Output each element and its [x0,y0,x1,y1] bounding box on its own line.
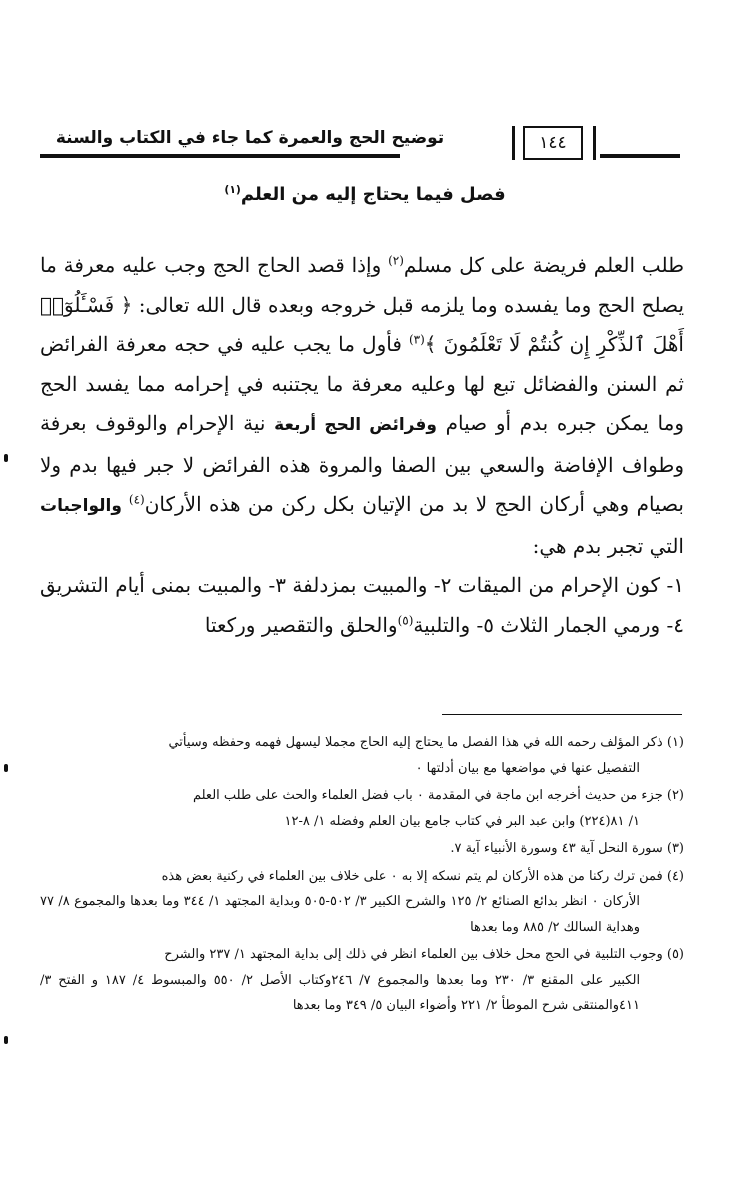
footnote-line: (٣) سورة النحل آية ٤٣ وسورة الأنبياء آية ٧. [450,841,684,856]
footnote-ref-2: (٢) [388,253,404,268]
footnote-ref-3: (٣) [408,332,425,347]
footnote-line: الأركان ٠ انظر بدائع الصنائع ٢/ ١٢٥ والشرح الكبير ٣/ ٥٠٢-٥٠٥ وبداية المجتهد ١/ ٣٤٤ وما بعدها والمجموع ٨/ ٧٧ وهداية السالك ٢/ ٨٨٥ وما بعدها [40,894,640,935]
footnote-line: (٤) فمن ترك ركنا من هذه الأركان لم يتم نسكه إلا به ٠ على خلاف بين العلماء في ركنية بعض هذه [161,868,684,884]
footnote-line: التفصيل عنها في مواضعها مع بيان أدلتها ٠ [415,760,640,776]
quran-verse: ﴿ فَسْـَٔلُوٓا۟ أَهْلَ ٱلذِّكْرِ إِن كُنتُمْ لَا تَعْلَمُونَ ﴾ [40,292,684,356]
footnote-separator [442,714,682,715]
chapter-title [150,184,580,205]
running-title: توضيح الحج والعمرة كما جاء في الكتاب والسنة [50,128,450,148]
footnote-line: (٢) جزء من حديث أخرجه ابن ماجة في المقدمة ٠ باب فضل العلماء والحث على طلب العلم [192,788,684,803]
footnote-ref-4: (٤) [128,492,145,507]
body-text [40,246,684,645]
header-rule-right [600,154,680,158]
list-text: والحلق والتقصير وركعتا [204,612,398,637]
bold-term-fara-id: وفرائض الحج أربعة [274,415,437,435]
footnote-line: (١) ذكر المؤلف رحمه الله في هذا الفصل ما يحتاج إليه الحاج مجملا ليسهل فهمه وحفظه وسيأتي [168,735,684,750]
footnote-ref-1: (١) [224,183,241,196]
footnote-line: الكبير على المقنع ٣/ ٢٣٠ وما بعدها والمجموع ٧/ ٢٤٦وكتاب الأصل ٢/ ٥٥٠ والمبسوط ٤/ ١٨٧ و الفتح ٣/ ٤١١والمنتقى شرح الموطأ ٢/ ٢٢١ وأضواء البيان ٥/ ٣٤٩ وما بعدها [40,972,641,1013]
body-segment: التي تجبر بدم هي: [532,533,684,558]
footnote-item [40,730,684,781]
chapter-title-text: فصل فيما يحتاج إليه من العلم [240,184,506,205]
footnotes [40,730,684,1021]
footnote-line: (٥) وجوب التلبية في الحج محل خلاف بين العلماء انظر في ذلك إلى بداية المجتهد ١/ ٢٣٧ والشرح [164,947,684,962]
body-segment: وإذا قصد الحاج الحج وجب عليه معرفة ما يصلح الحج وما يفسده وما يلزمه قبل خروجه وبعده قال الله تعالى: [40,253,685,317]
footnote-item [40,783,684,834]
footnote-line: ١/ ٨١(٢٢٤) وابن عبد البر في كتاب جامع بيان العلم وفضله ١/ ٨-١٢ [284,813,640,829]
binding-mark [4,454,8,462]
body-segment: طلب العلم فريضة على كل مسلم [403,253,684,277]
footnote-item [40,836,684,862]
body-segment: نية الإحرام والوقوف بعرفة وطواف الإفاضة والسعي بين الصفا والمروة هذه الفرائض لا جبر فيها بدم ولا بصيام وهي أركان الحج لا بد من الإتيان بكل ركن من هذه الأركان [40,411,684,516]
body-segment: فأول ما يجب عليه في حجه معرفة الفرائض ثم السنن والفضائل تبع لها وعليه معرفة ما يجتنبه في إحرامه مما يفسد الحج وما يمكن جبره بدم أو صيام [40,332,685,435]
bold-term-wajibat: والواجبات [40,496,129,516]
page-header [40,126,680,166]
footnote-ref-5: (٥) [397,612,414,627]
list-text: ١- كون الإحرام من الميقات ٢- والمبيت بمزدلفة ٣- والمبيت بمنى أيام التشريق ٤- ورمي الجمار الثلاث ٥- والتلبية [40,573,684,637]
page-number-frame [512,126,596,160]
header-rule-left [40,154,400,158]
binding-mark [4,764,8,772]
body-paragraph [40,246,684,566]
footnote-item [40,942,684,1019]
page-number: ١٤٤ [523,126,583,160]
footnote-item [40,864,684,941]
wajibat-list [40,566,684,645]
binding-mark [4,1036,8,1044]
